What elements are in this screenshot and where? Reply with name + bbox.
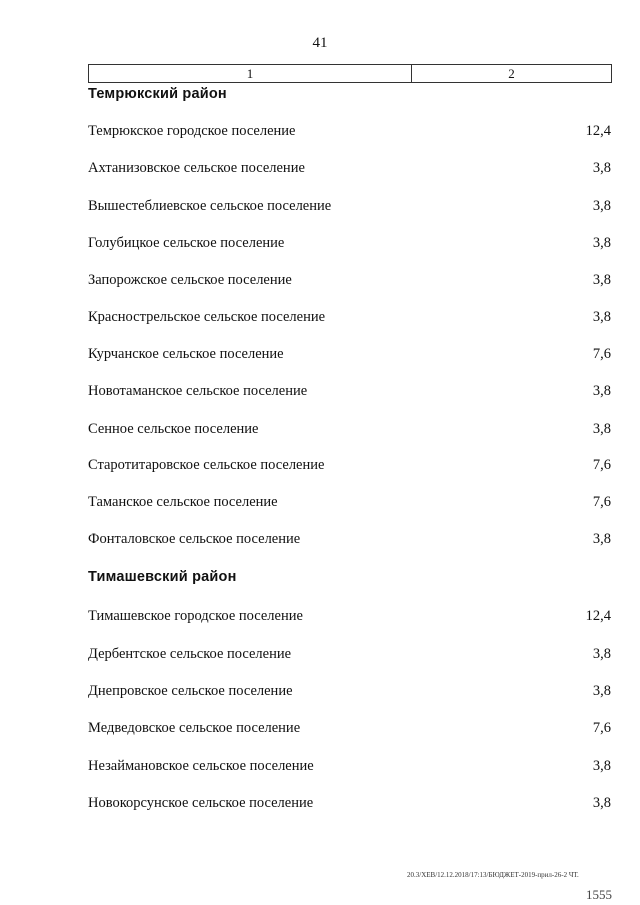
settlement-value: 7,6 [592, 456, 611, 473]
settlement-name: Днепровское сельское поселение [88, 682, 293, 699]
settlement-value: 12,4 [585, 607, 611, 624]
table-row [88, 492, 611, 512]
column-header-2: 2 [508, 66, 515, 81]
settlement-name: Дербентское сельское поселение [88, 645, 292, 662]
table-row [88, 344, 611, 364]
table-row [88, 233, 611, 253]
settlement-value: 7,6 [592, 345, 611, 362]
settlement-value: 3,8 [592, 234, 611, 251]
settlement-name: Новокорсунское сельское поселение [88, 794, 314, 811]
settlement-value: 3,8 [592, 197, 611, 214]
settlement-name: Голубицкое сельское поселение [88, 234, 285, 251]
settlement-name: Новотаманское сельское поселение [88, 382, 308, 399]
settlement-name: Курчанское сельское поселение [88, 345, 284, 362]
settlement-name: Вышестеблиевское сельское поселение [88, 197, 332, 214]
table-row [88, 718, 611, 738]
table-row [88, 793, 611, 813]
settlement-value: 3,8 [592, 757, 611, 774]
page-number: 41 [312, 35, 328, 51]
settlement-value: 3,8 [592, 682, 611, 699]
settlement-value: 3,8 [592, 271, 611, 288]
table-row [88, 270, 611, 290]
table-row [88, 381, 611, 401]
table-row [88, 681, 611, 701]
table-row [88, 158, 611, 178]
settlement-value: 3,8 [592, 530, 611, 547]
settlement-name: Тимашевское городское поселение [88, 607, 303, 624]
settlement-name: Незаймановское сельское поселение [88, 757, 314, 774]
district-heading-temryuk: Темрюкский район [88, 86, 227, 102]
settlement-name: Таманское сельское поселение [88, 493, 278, 510]
table-row [88, 644, 611, 664]
settlement-value: 7,6 [592, 719, 611, 736]
table-row [88, 606, 611, 626]
district-heading-timashevsk: Тимашевский район [88, 569, 237, 585]
document-footer-code: 20.3/ХЕВ/12.12.2018/17:13/БЮДЖЕТ-2019-прил-26-2 ЧТ. [407, 871, 579, 879]
settlement-value: 12,4 [585, 122, 611, 139]
settlement-name: Запорожское сельское поселение [88, 271, 292, 288]
settlement-name: Сенное сельское поселение [88, 420, 259, 437]
page-stamp-number: 1555 [586, 887, 612, 902]
settlement-value: 3,8 [592, 794, 611, 811]
table-row [88, 307, 611, 327]
table-row [88, 121, 611, 141]
settlement-name: Медведовское сельское поселение [88, 719, 301, 736]
settlement-name: Старотитаровское сельское поселение [88, 456, 325, 473]
column-header-table [88, 64, 612, 83]
column-header-1: 1 [89, 65, 412, 82]
table-row [88, 419, 611, 439]
settlement-value: 3,8 [592, 645, 611, 662]
table-row [88, 529, 611, 549]
settlement-value: 3,8 [592, 159, 611, 176]
settlement-name: Темрюкское городское поселение [88, 122, 296, 139]
settlement-name: Фонталовское сельское поселение [88, 530, 301, 547]
settlement-value: 3,8 [592, 382, 611, 399]
settlement-value: 3,8 [592, 308, 611, 325]
table-row [88, 756, 611, 776]
table-row [88, 196, 611, 216]
table-row [88, 455, 611, 475]
settlement-name: Ахтанизовское сельское поселение [88, 159, 305, 176]
settlement-name: Краснострельское сельское поселение [88, 308, 326, 325]
settlement-value: 3,8 [592, 420, 611, 437]
settlement-value: 7,6 [592, 493, 611, 510]
